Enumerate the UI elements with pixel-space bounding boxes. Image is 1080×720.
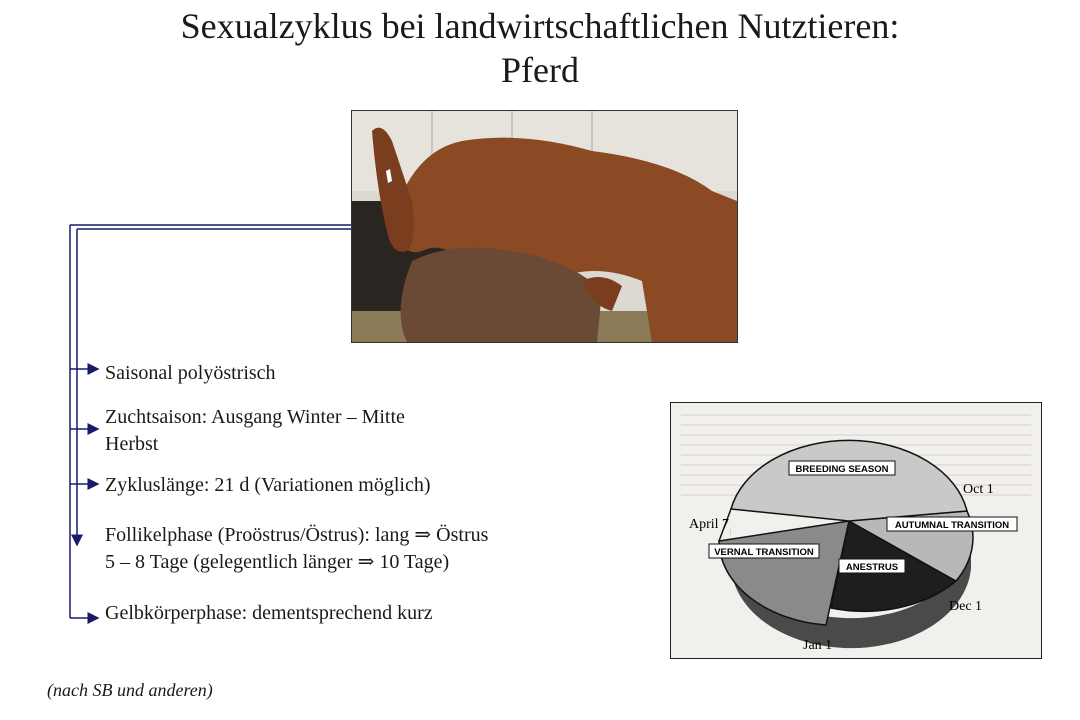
pie-date-oct: Oct 1 — [963, 482, 994, 497]
pie-date-jan: Jan 1 — [803, 638, 833, 653]
horse-photo-illustration — [352, 111, 737, 342]
bullet-breeding-season-line-2: Herbst — [105, 433, 159, 455]
title-line-1: Sexualzyklus bei landwirtschaftlichen Nutztieren: — [180, 6, 900, 46]
breeding-season-pie-figure — [670, 402, 1042, 659]
bullet-breeding-season — [105, 404, 405, 458]
slide-title — [0, 4, 1080, 92]
title-line-2: Pferd — [501, 50, 579, 90]
bullet-follicle-phase-line-1: Follikelphase (Proöstrus/Östrus): lang ⇒ Östrus — [105, 524, 489, 546]
bullet-follicle-phase — [105, 522, 488, 576]
bullet-seasonal — [105, 360, 276, 387]
pie-label-breeding: BREEDING SEASON — [795, 464, 889, 475]
pie-label-vernal: VERNAL TRANSITION — [714, 547, 814, 558]
bullet-cycle-length — [105, 472, 430, 499]
bullet-seasonal-text: Saisonal polyöstrisch — [105, 362, 276, 384]
source-note: (nach SB und anderen) — [47, 680, 213, 700]
horse-photo — [351, 110, 738, 343]
bullet-breeding-season-line-1: Zuchtsaison: Ausgang Winter – Mitte — [105, 406, 405, 428]
bullet-cycle-length-text: Zykluslänge: 21 d (Variationen möglich) — [105, 474, 431, 496]
bullet-luteal-phase-text: Gelbkörperphase: dementsprechend kurz — [105, 602, 433, 624]
breeding-season-pie — [671, 403, 1041, 658]
bullet-follicle-phase-line-2: 5 – 8 Tage (gelegentlich länger ⇒ 10 Tage) — [105, 551, 450, 573]
pie-label-autumnal: AUTUMNAL TRANSITION — [894, 520, 1010, 531]
bullet-luteal-phase — [105, 600, 433, 627]
pie-date-april: April 7 — [689, 517, 730, 532]
pie-label-anestrus: ANESTRUS — [845, 562, 899, 573]
pie-date-dec: Dec 1 — [949, 599, 983, 614]
